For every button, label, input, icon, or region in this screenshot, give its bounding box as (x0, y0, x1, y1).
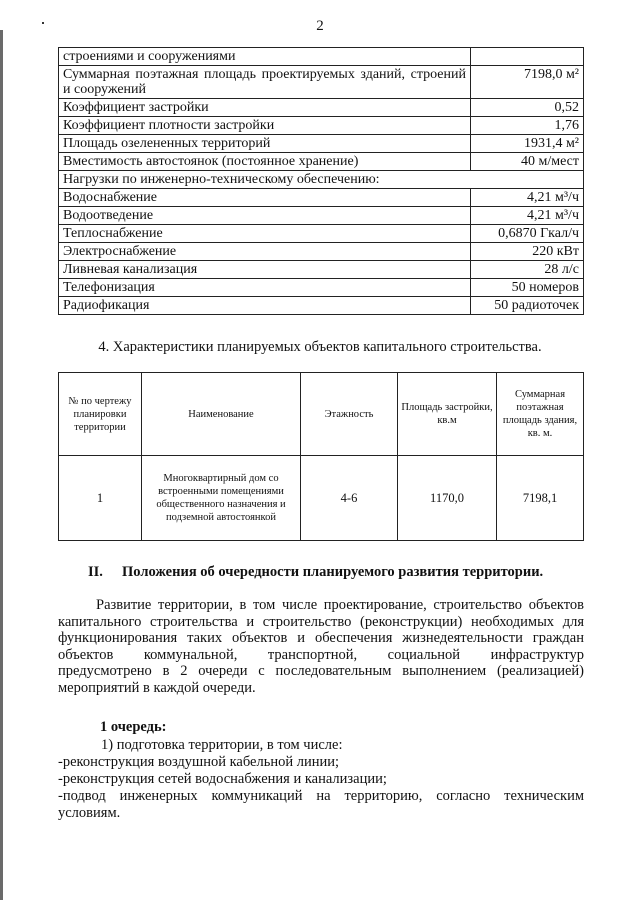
queue-1-list (58, 737, 584, 822)
table-row (59, 48, 584, 66)
table-cell: 1170,0 (398, 456, 497, 541)
table-row (59, 279, 584, 297)
paragraph-line: функционирования таких объектов и обеспечения жизнедеятельности граждан (58, 630, 584, 646)
section-2-heading (88, 564, 588, 581)
column-header: № по чертежу планировки территории (59, 373, 142, 456)
list-item: условиям. (58, 805, 121, 821)
param-value: 4,21 м³/ч (471, 189, 584, 207)
table-row (59, 207, 584, 225)
table-cell: 4-6 (301, 456, 398, 541)
param-value: 1,76 (471, 117, 584, 135)
param-label: строениями и сооружениями (59, 48, 471, 66)
param-label: Коэффициент застройки (59, 99, 471, 117)
list-item: -реконструкция воздушной кабельной линии; (58, 754, 340, 770)
param-label: Ливневая канализация (59, 261, 471, 279)
table-row (59, 153, 584, 171)
column-header: Этажность (301, 373, 398, 456)
param-label: Телефонизация (59, 279, 471, 297)
param-label: Коэффициент плотности застройки (59, 117, 471, 135)
list-item: -реконструкция сетей водоснабжения и канализации; (58, 771, 387, 787)
param-label: Суммарная поэтажная площадь проектируемых зданий, строений и сооружений (59, 66, 471, 99)
table-row (59, 456, 584, 541)
param-label: Вместимость автостоянок (постоянное хранение) (59, 153, 471, 171)
paragraph-line: мероприятий в каждой очереди. (58, 679, 256, 696)
param-label: Электроснабжение (59, 243, 471, 261)
table-row (59, 117, 584, 135)
list-item: -подвод инженерных коммуникаций на территорию, согласно техническим (58, 788, 584, 804)
parameters-table (58, 47, 584, 315)
queue-1-title: 1 очередь: (100, 719, 167, 735)
section-2-title: Положения об очередности планируемого развития территории. (122, 564, 544, 580)
table-cell: 1 (59, 456, 142, 541)
table-cell: Многоквартирный дом со встроенными помещениями общественного назначения и подземной автостоянкой (142, 456, 301, 541)
param-value: 50 радиоточек (471, 297, 584, 315)
param-value: 28 л/с (471, 261, 584, 279)
table-row (59, 135, 584, 153)
param-label: Нагрузки по инженерно-техническому обеспечению: (59, 171, 584, 189)
table-row (59, 297, 584, 315)
param-value: 40 м/мест (471, 153, 584, 171)
param-value: 1931,4 м² (471, 135, 584, 153)
column-header: Суммарная поэтажная площадь здания, кв. м. (497, 373, 584, 456)
list-item: 1) подготовка территории, в том числе: (101, 737, 343, 753)
param-label: Радиофикация (59, 297, 471, 315)
table-header-row (59, 373, 584, 456)
section-2-number: II. (88, 564, 103, 580)
param-value: 220 кВт (471, 243, 584, 261)
paragraph-line: предусмотрено в 2 очереди с последовательным выполнением (реализацией) (58, 663, 584, 679)
table-row (59, 99, 584, 117)
table-row (59, 66, 584, 99)
param-label: Водоотведение (59, 207, 471, 225)
column-header: Наименование (142, 373, 301, 456)
table-row (59, 225, 584, 243)
table-row (59, 171, 584, 189)
table-row (59, 243, 584, 261)
column-header: Площадь застройки, кв.м (398, 373, 497, 456)
param-value: 50 номеров (471, 279, 584, 297)
table-row (59, 261, 584, 279)
page-number: 2 (316, 18, 324, 34)
development-paragraph (58, 597, 584, 696)
scan-left-edge (0, 30, 3, 900)
param-label: Водоснабжение (59, 189, 471, 207)
table-row (59, 189, 584, 207)
param-value: 0,52 (471, 99, 584, 117)
objects-table (58, 372, 584, 541)
section-4-heading: 4. Характеристики планируемых объектов капитального строительства. (98, 339, 542, 355)
paragraph-line: капитального строительства и строительство (реконструкции) необходимых для (58, 613, 584, 630)
param-label: Площадь озелененных территорий (59, 135, 471, 153)
param-value: 4,21 м³/ч (471, 207, 584, 225)
param-value: 7198,0 м² (471, 66, 584, 99)
paragraph-line: объектов коммунальной, транспортной, социальной инфраструктур (58, 646, 584, 663)
table-cell: 7198,1 (497, 456, 584, 541)
param-value (471, 48, 584, 66)
param-value: 0,6870 Гкал/ч (471, 225, 584, 243)
paragraph-line: Развитие территории, в том числе проектирование, строительство объектов (96, 597, 584, 613)
param-label: Теплоснабжение (59, 225, 471, 243)
